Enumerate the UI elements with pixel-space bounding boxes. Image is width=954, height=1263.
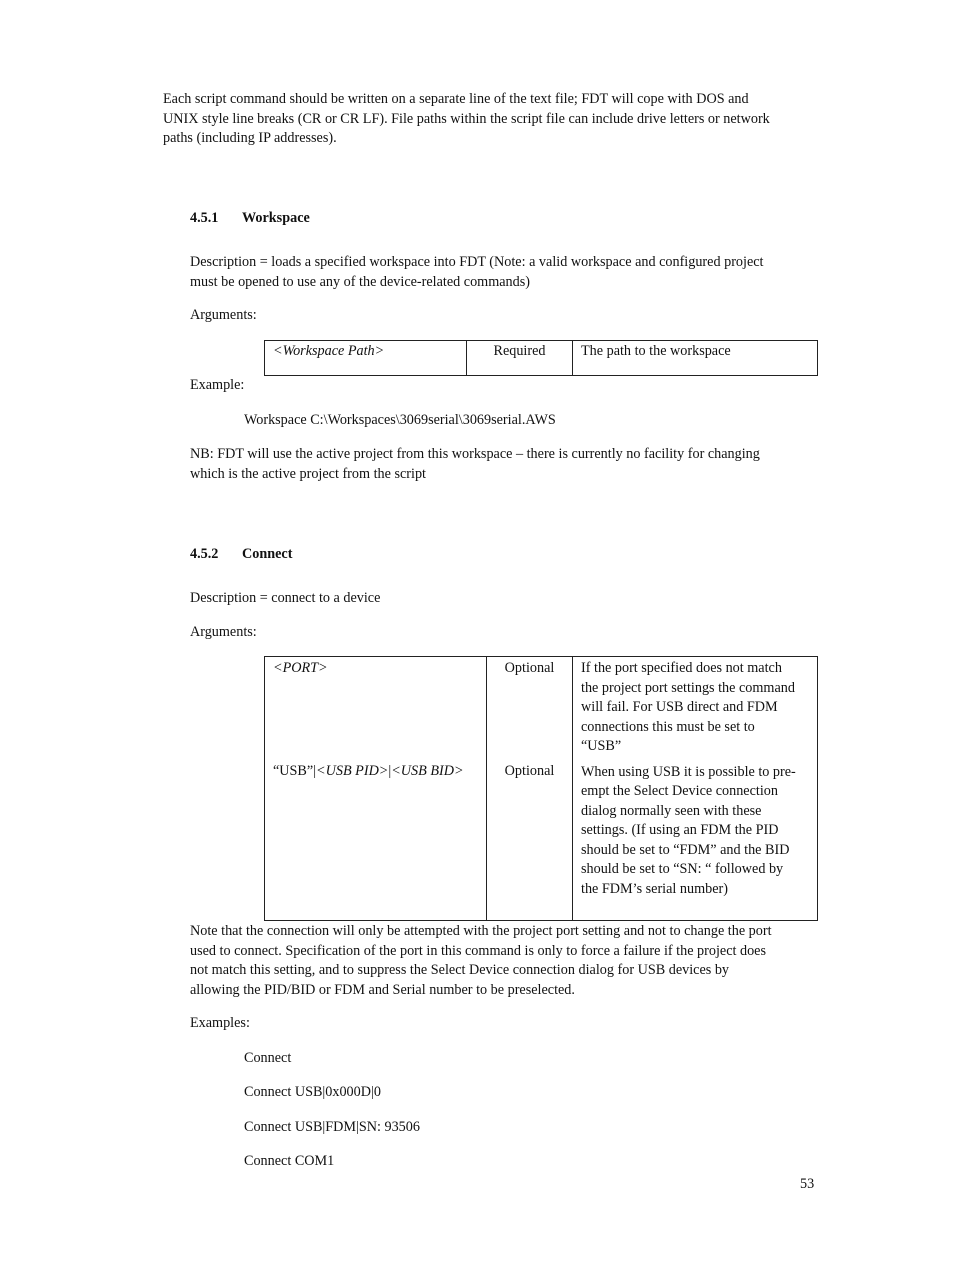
- example-command: Workspace C:\Workspaces\3069serial\3069serial.AWS: [244, 412, 556, 428]
- connect-description: Description = connect to a device: [190, 590, 381, 606]
- table-row: [265, 341, 818, 376]
- arg-description-port: [581, 659, 809, 757]
- note-line: which is the active project from the script: [190, 465, 426, 482]
- description-line: must be opened to use any of the device-related commands): [190, 273, 530, 290]
- arg-description-cell: [573, 341, 818, 376]
- arg-requirement-cell: [467, 341, 573, 376]
- arg-description-usb: [581, 763, 809, 900]
- arg-name-cell: [265, 341, 467, 376]
- description-line: When using USB it is possible to pre-: [581, 763, 796, 780]
- intro-line: paths (including IP addresses).: [163, 130, 337, 146]
- arg-requirement: Optional: [504, 660, 555, 676]
- arg-name-usb: [273, 762, 478, 782]
- workspace-description: [190, 253, 830, 292]
- arg-requirement-cell: [487, 657, 573, 921]
- description-line: the FDM’s serial number): [581, 880, 728, 897]
- section-heading-workspace: [190, 209, 310, 229]
- arguments-label: Arguments:: [190, 307, 257, 323]
- example-command: Connect: [244, 1050, 292, 1066]
- description-line: connections this must be set to: [581, 718, 755, 735]
- example-label: Example:: [190, 377, 245, 393]
- arg-requirement: Required: [493, 343, 546, 359]
- arg-name-cell: [265, 657, 487, 921]
- arg-description-cell: [573, 657, 818, 921]
- arg-requirement: Optional: [504, 763, 555, 779]
- workspace-arguments-table: [264, 340, 818, 376]
- arguments-label: Arguments:: [190, 624, 257, 640]
- description-line: will fail. For USB direct and FDM: [581, 699, 778, 715]
- description-line: the project port settings the command: [581, 679, 795, 696]
- description-line: settings. (If using an FDM the PID: [581, 822, 779, 838]
- description-line: dialog normally seen with these: [581, 802, 762, 819]
- note-line: not match this setting, and to suppress the Select Device connection dialog for USB devices by: [190, 962, 730, 978]
- description-line: “USB”: [581, 738, 622, 754]
- note-line: Note that the connection will only be attempted with the project port setting and not to change the port: [190, 923, 772, 939]
- intro-line: UNIX style line breaks (CR or CR LF). File paths within the script file can include drive letters or network: [163, 110, 770, 127]
- arg-description: The path to the workspace: [581, 343, 731, 359]
- example-command: Connect USB|0x000D|0: [244, 1084, 381, 1100]
- description-line: Description = loads a specified workspace into FDT (Note: a valid workspace and configured project: [190, 254, 764, 270]
- arg-name-usb-pid: <USB PID>: [316, 763, 389, 779]
- arg-name-usb-prefix: “USB”|: [273, 763, 317, 779]
- section-title: Connect: [242, 546, 293, 562]
- section-number: 4.5.1: [190, 210, 219, 226]
- intro-paragraph: [163, 90, 823, 149]
- arg-name: <Workspace Path>: [273, 343, 385, 359]
- arg-name-port: <PORT>: [273, 660, 328, 676]
- section-number: 4.5.2: [190, 546, 219, 562]
- note-line: NB: FDT will use the active project from this workspace – there is currently no facility for changing: [190, 446, 760, 462]
- section-title: Workspace: [242, 210, 310, 226]
- example-command: Connect COM1: [244, 1153, 335, 1169]
- arg-name-separator: |: [388, 763, 392, 779]
- connect-note: [190, 922, 830, 1000]
- example-command: Connect USB|FDM|SN: 93506: [244, 1119, 420, 1135]
- section-heading-connect: [190, 545, 292, 565]
- note-line: allowing the PID/BID or FDM and Serial number to be preselected.: [190, 981, 575, 998]
- workspace-nb-note: [190, 445, 830, 484]
- arg-name-usb-bid: <USB BID>: [391, 763, 464, 779]
- description-line: empt the Select Device connection: [581, 783, 778, 799]
- page-number: 53: [800, 1176, 815, 1192]
- table-row: [265, 657, 818, 921]
- intro-line: Each script command should be written on a separate line of the text file; FDT will cope with DOS and: [163, 91, 749, 107]
- note-line: used to connect. Specification of the port in this command is only to force a failure if the project does: [190, 942, 766, 959]
- description-line: If the port specified does not match: [581, 660, 782, 676]
- examples-label: Examples:: [190, 1015, 250, 1031]
- description-line: should be set to “FDM” and the BID: [581, 841, 790, 858]
- description-line: should be set to “SN: “ followed by: [581, 861, 784, 877]
- connect-arguments-table: [264, 656, 818, 921]
